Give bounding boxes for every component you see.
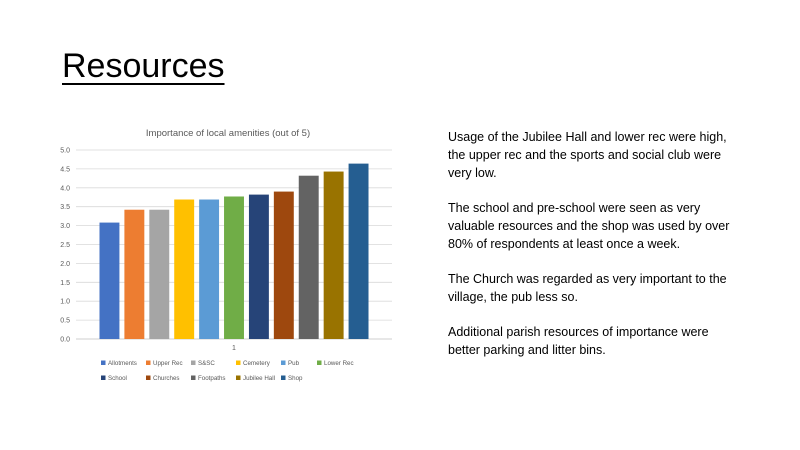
y-tick-label: 2.5 <box>60 242 70 249</box>
bar-upper-rec <box>124 210 144 339</box>
bar-footpaths <box>299 176 319 339</box>
legend-swatch <box>101 361 106 366</box>
legend-swatch <box>236 376 241 381</box>
legend-label: Churches <box>153 375 180 382</box>
y-tick-label: 0.0 <box>60 336 70 344</box>
y-tick-label: 0.5 <box>60 317 70 325</box>
legend-label: Jubilee Hall <box>243 375 275 382</box>
bar-s-sc <box>149 210 169 339</box>
slide-title: Resources <box>62 47 225 85</box>
commentary-paragraph-usage: Usage of the Jubilee Hall and lower rec were high, the upper rec and the sports and social club were very low. <box>448 130 727 180</box>
commentary-paragraph-school-shop: The school and pre-school were seen as very valuable resources and the shop was used by over 80% of respondents at least once a week. <box>448 201 730 251</box>
legend-label: Allotments <box>108 360 137 367</box>
commentary-paragraph-additional: Additional parish resources of importance were better parking and litter bins. <box>448 325 709 357</box>
legend-swatch <box>146 361 151 366</box>
y-axis-tick-labels <box>60 148 70 344</box>
y-tick-label: 1.0 <box>60 298 70 306</box>
legend-label: Lower Rec <box>324 360 354 367</box>
legend-swatch <box>101 376 106 381</box>
amenities-chart <box>50 120 420 395</box>
legend-swatch <box>236 361 241 366</box>
y-tick-label: 4.0 <box>60 185 70 193</box>
y-tick-label: 1.5 <box>60 279 70 287</box>
legend-swatch <box>146 376 151 381</box>
legend-swatch <box>281 361 286 366</box>
y-tick-label: 5.0 <box>60 147 70 155</box>
bar-lower-rec <box>224 196 244 339</box>
bar-cemetery <box>174 200 194 339</box>
bar-school <box>249 195 269 339</box>
commentary-panel <box>448 128 740 376</box>
legend-label: School <box>108 375 127 382</box>
legend-swatch <box>191 361 196 366</box>
y-tick-label: 3.5 <box>60 204 70 212</box>
bar-allotments <box>99 223 119 339</box>
legend-label: S&SC <box>198 360 215 367</box>
amenities-chart-svg <box>50 120 420 395</box>
y-tick-label: 3.0 <box>60 223 70 231</box>
chart-legend <box>101 360 354 382</box>
bar-shop <box>349 164 369 339</box>
x-axis-tick-labels <box>232 345 236 352</box>
chart-bars <box>99 164 368 339</box>
y-tick-label: 4.5 <box>60 166 70 174</box>
legend-label: Cemetery <box>243 360 270 367</box>
bar-jubilee-hall <box>324 172 344 339</box>
legend-label: Upper Rec <box>153 360 183 367</box>
legend-swatch <box>317 361 322 366</box>
legend-swatch <box>281 376 286 381</box>
legend-label: Pub <box>288 360 300 367</box>
commentary-paragraph-church-pub: The Church was regarded as very important to the village, the pub less so. <box>448 272 727 304</box>
x-tick-label: 1 <box>232 345 236 352</box>
legend-label: Footpaths <box>198 375 226 382</box>
chart-title: Importance of local amenities (out of 5) <box>145 128 311 139</box>
bar-churches <box>274 192 294 339</box>
legend-label: Shop <box>288 375 303 382</box>
y-tick-label: 2.0 <box>60 260 70 268</box>
legend-swatch <box>191 376 196 381</box>
bar-pub <box>199 200 219 339</box>
